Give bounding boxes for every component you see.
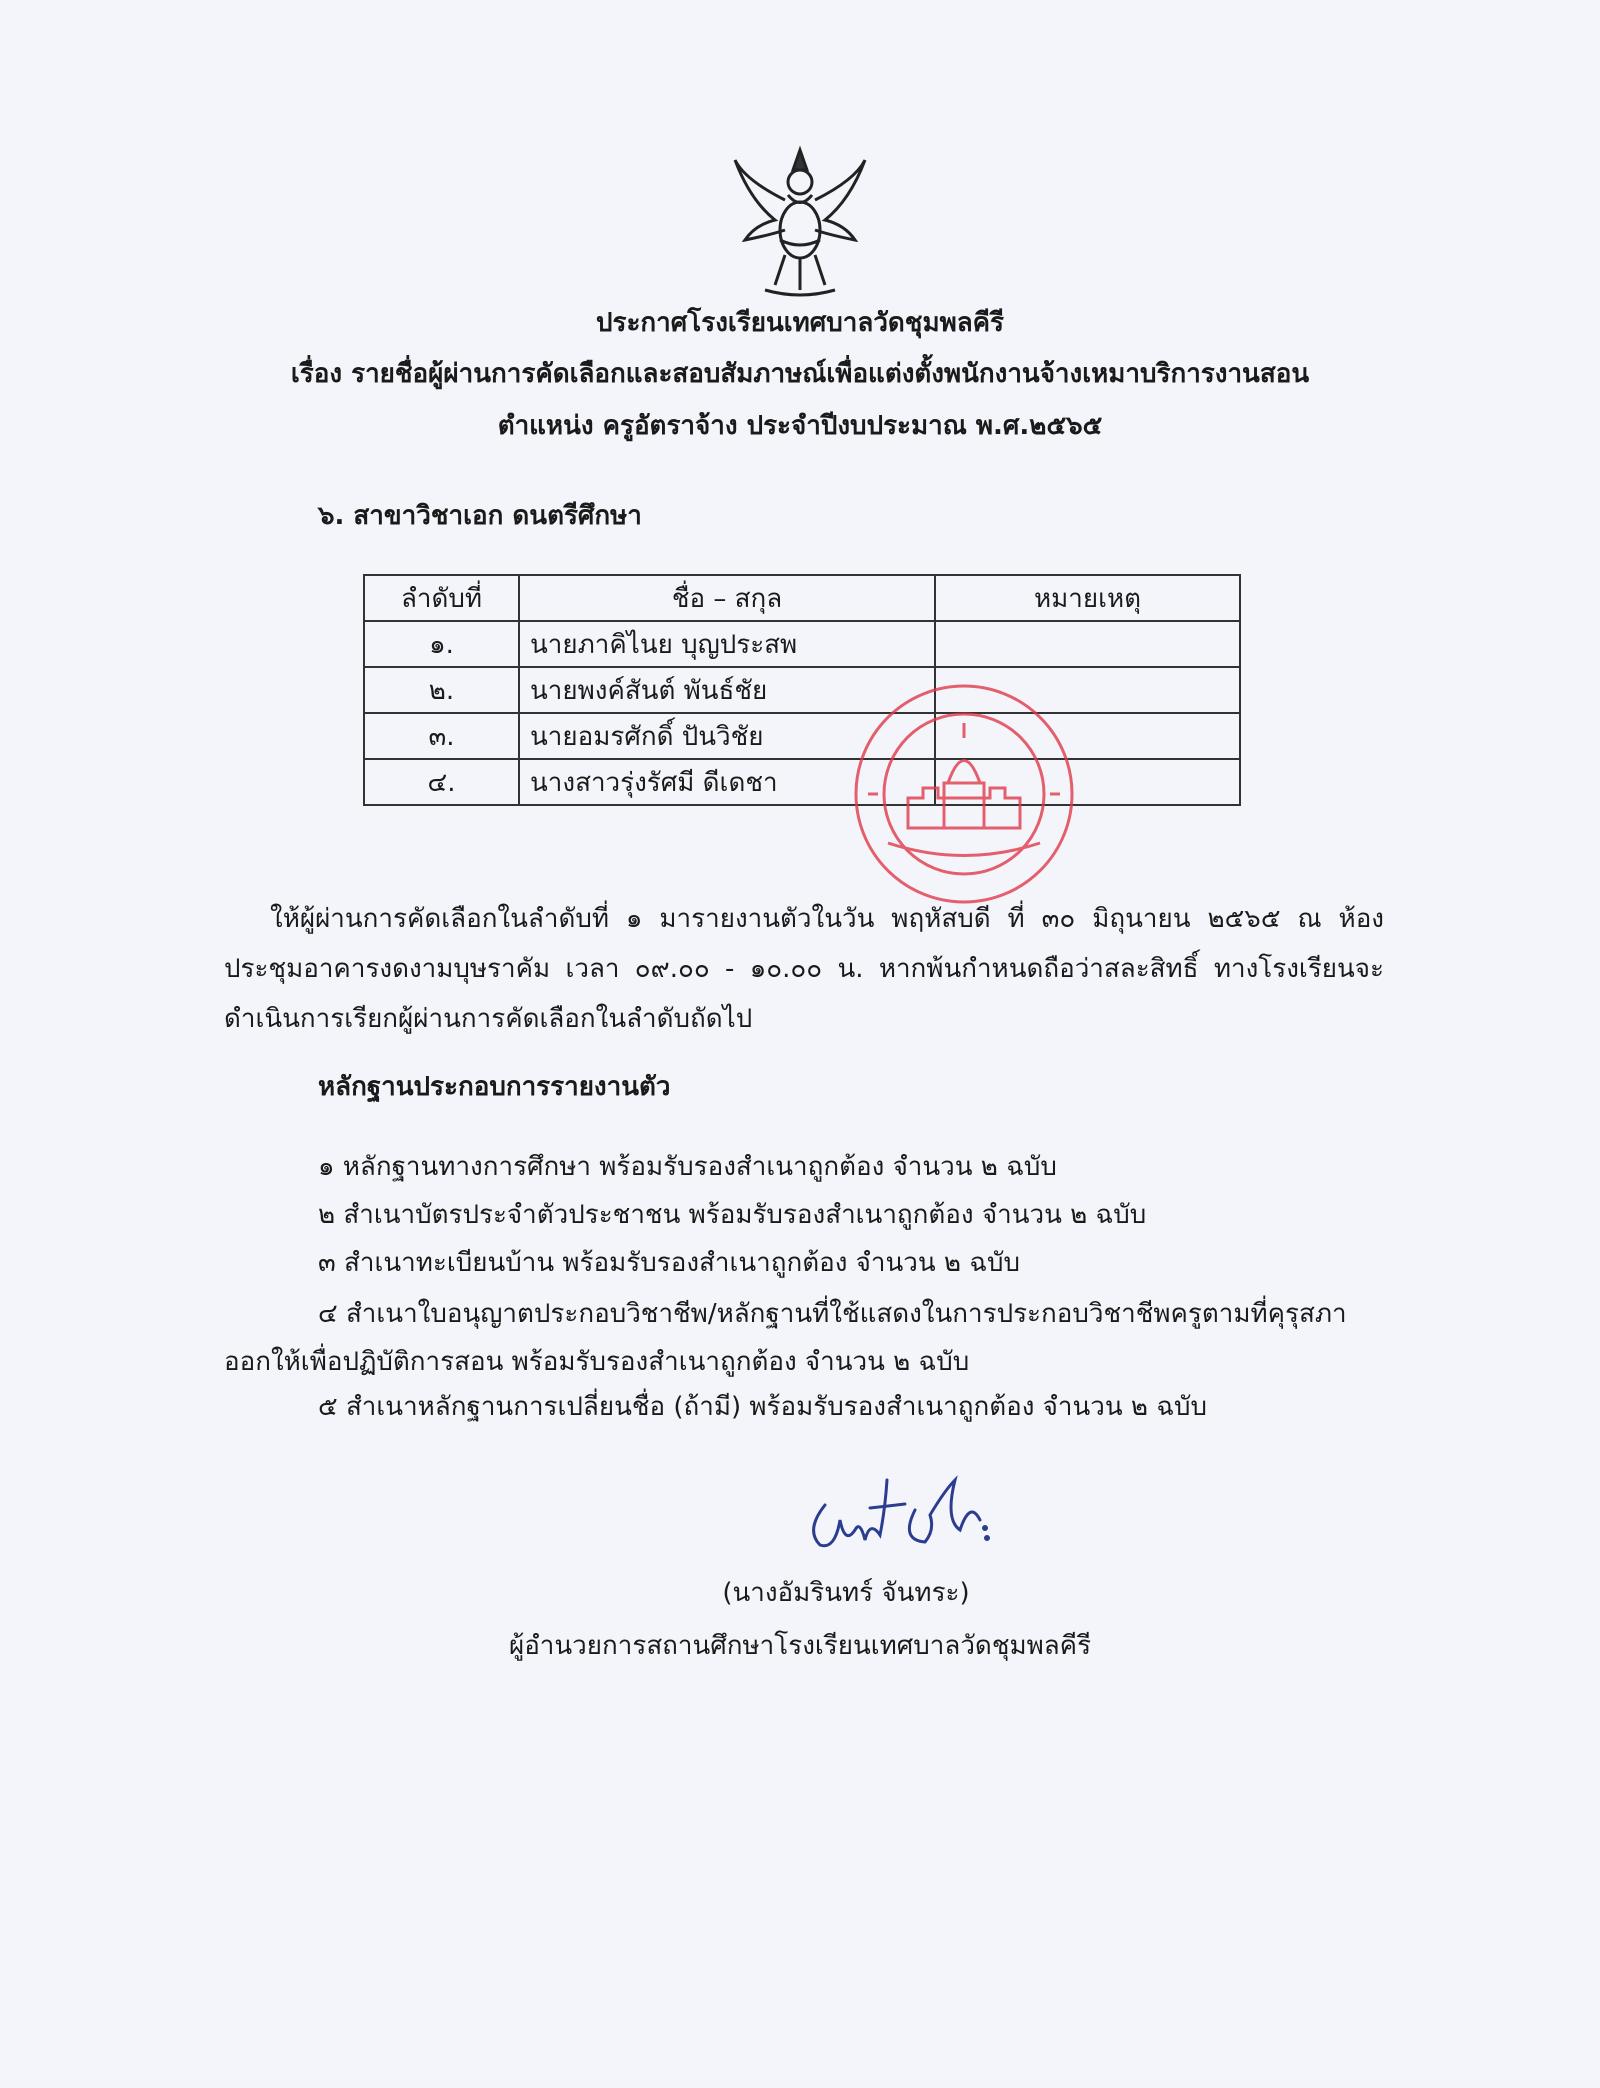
announcement-position: ตำแหน่ง ครูอัตราจ้าง ประจำปีงบประมาณ พ.ศ.๒๕๖๕	[497, 411, 1103, 441]
evidence-item-line1: ๔ สำเนาใบอนุญาตประกอบวิชาชีพ/หลักฐานที่ใช้แสดงในการประกอบวิชาชีพครูตามที่คุรุสภา	[318, 1299, 1347, 1329]
table-header-row	[364, 575, 1240, 621]
column-header-order: ลำดับที่	[364, 575, 519, 621]
evidence-item: ๓ สำเนาทะเบียนบ้าน พร้อมรับรองสำเนาถูกต้อง จำนวน ๒ ฉบับ	[318, 1248, 1021, 1278]
handwritten-signature	[795, 1460, 1015, 1570]
table-row	[364, 667, 1240, 713]
row-order: ๑.	[364, 621, 519, 667]
column-header-note: หมายเหตุ	[935, 575, 1240, 621]
table-row	[364, 621, 1240, 667]
evidence-item	[224, 1290, 1384, 1386]
evidence-item: ๕ สำเนาหลักฐานการเปลี่ยนชื่อ (ถ้ามี) พร้อมรับรองสำเนาถูกต้อง จำนวน ๒ ฉบับ	[318, 1392, 1208, 1422]
evidence-item: ๑ หลักฐานทางการศึกษา พร้อมรับรองสำเนาถูกต้อง จำนวน ๒ ฉบับ	[318, 1152, 1057, 1182]
table-row	[364, 759, 1240, 805]
evidence-item: ๒ สำเนาบัตรประจำตัวประชาชน พร้อมรับรองสำเนาถูกต้อง จำนวน ๒ ฉบับ	[318, 1200, 1147, 1230]
column-header-name: ชื่อ – สกุล	[519, 575, 935, 621]
official-seal-stamp	[848, 678, 1080, 910]
signer-title: ผู้อำนวยการสถานศึกษาโรงเรียนเทศบาลวัดชุมพลคีรี	[508, 1631, 1092, 1661]
announcement-subject: เรื่อง รายชื่อผู้ผ่านการคัดเลือกและสอบสัมภาษณ์เพื่อแต่งตั้งพนักงานจ้างเหมาบริการงานสอน	[290, 359, 1310, 389]
table-row	[364, 713, 1240, 759]
evidence-title: หลักฐานประกอบการรายงานตัว	[318, 1072, 671, 1102]
garuda-emblem	[725, 140, 875, 300]
announcement-title: ประกาศโรงเรียนเทศบาลวัดชุมพลคีรี	[595, 308, 1005, 338]
row-name: นายพงค์สันต์ พันธ์ชัย	[519, 667, 935, 713]
reporting-instructions: ให้ผู้ผ่านการคัดเลือกในลำดับที่ ๑ มารายงานตัวในวัน พฤหัสบดี ที่ ๓๐ มิถุนายน ๒๕๖๕ ณ ห้องประชุมอาคารงดงามบุษราคัม เวลา ๐๙.๐๐ - ๑๐.๐๐ น. หากพ้นกำหนดถือว่าสละสิทธิ์ ทางโรงเรียนจะดำเนินการเรียกผู้ผ่านการคัดเลือกในลำดับถัดไป	[224, 904, 1384, 1034]
section-title: ๖. สาขาวิชาเอก ดนตรีศึกษา	[318, 501, 642, 531]
row-name: นายอมรศักดิ์ ปันวิชัย	[519, 713, 935, 759]
row-name: นางสาวรุ่งรัศมี ดีเดชา	[519, 759, 935, 805]
candidate-table	[363, 574, 1241, 806]
row-order: ๔.	[364, 759, 519, 805]
signer-name: (นางอัมรินทร์ จันทระ)	[722, 1578, 970, 1608]
row-note	[935, 621, 1240, 667]
row-order: ๓.	[364, 713, 519, 759]
row-order: ๒.	[364, 667, 519, 713]
row-name: นายภาคิไนย บุญประสพ	[519, 621, 935, 667]
evidence-item-line2: ออกให้เพื่อปฏิบัติการสอน พร้อมรับรองสำเนาถูกต้อง จำนวน ๒ ฉบับ	[224, 1347, 970, 1377]
